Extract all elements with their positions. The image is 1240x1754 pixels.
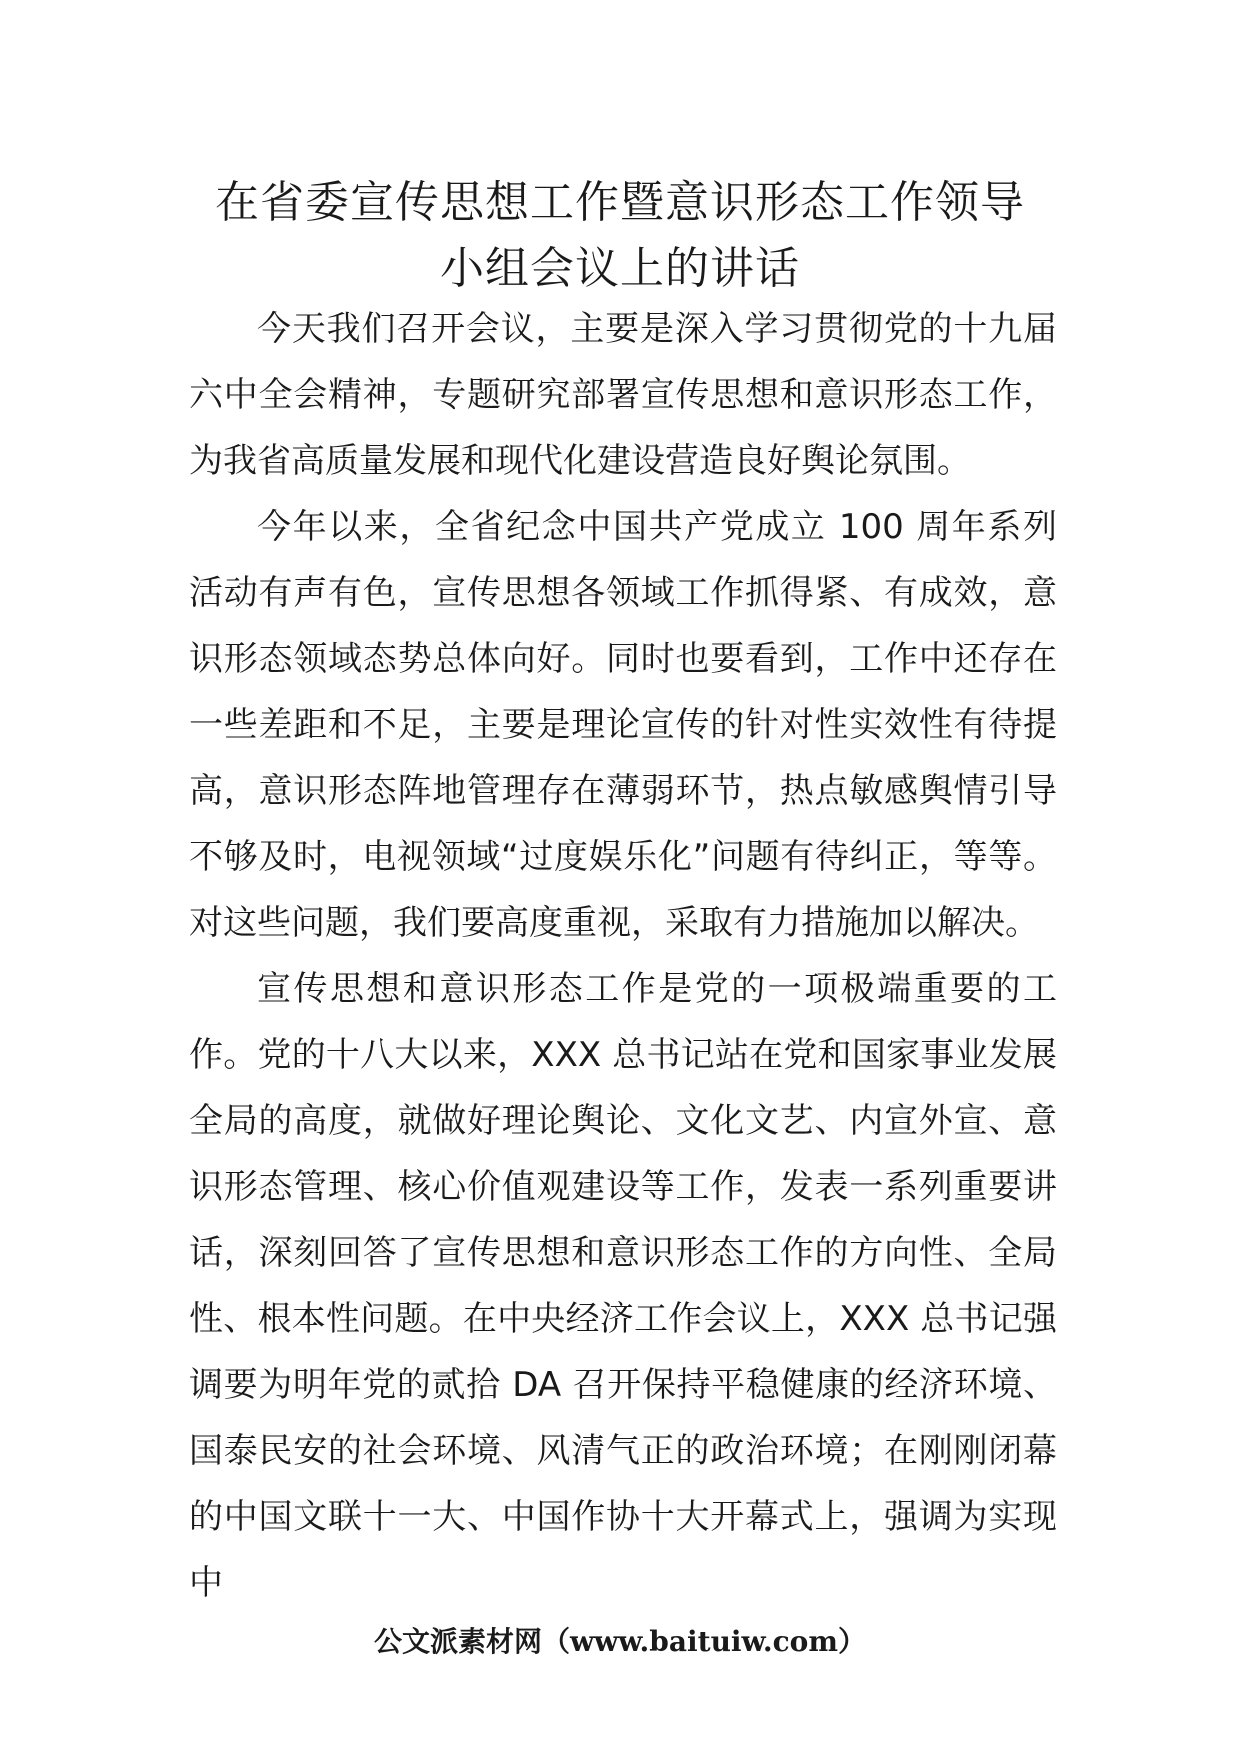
paragraph-2: 今年以来，全省纪念中国共产党成立 100 周年系列活动有声有色，宣传思想各领域工作抓得紧、有成效，意识形态领域态势总体向好。同时也要看到，工作中还存在一些差距和不足，主要是理论宣传的针对性实效性有待提高，意识形态阵地管理存在薄弱环节，热点敏感舆情引导不够及时，电视领域“过度娱乐化”问题有待纠正，等等。对这些问题，我们要高度重视，采取有力措施加以解决。 — [189, 507, 1057, 943]
title-line-1: 在省委宣传思想工作暨意识形态工作领导 — [215, 177, 1025, 228]
title-line-2: 小组会议上的讲话 — [440, 243, 800, 294]
document-title — [150, 170, 1090, 302]
paragraph-3: 宣传思想和意识形态工作是党的一项极端重要的工作。党的十八大以来，XXX 总书记站在党和国家事业发展全局的高度，就做好理论舆论、文化文艺、内宣外宣、意识形态管理、核心价值观建设等工作，发表一系列重要讲话，深刻回答了宣传思想和意识形态工作的方向性、全局性、根本性问题。在中央经济工作会议上，XXX 总书记强调要为明年党的贰拾 DA 召开保持平稳健康的经济环境、国泰民安的社会环境、风清气正的政治环境；在刚刚闭幕的中国文联十一大、中国作协十大开幕式上，强调为实现中 — [189, 969, 1057, 1603]
document-body — [189, 296, 1057, 1616]
paragraph-1: 今天我们召开会议，主要是深入学习贯彻党的十九届六中全会精神，专题研究部署宣传思想和意识形态工作，为我省高质量发展和现代化建设营造良好舆论氛围。 — [189, 309, 1057, 481]
footer-watermark: 公文派素材网（www.baituiw.com） — [374, 1625, 866, 1658]
